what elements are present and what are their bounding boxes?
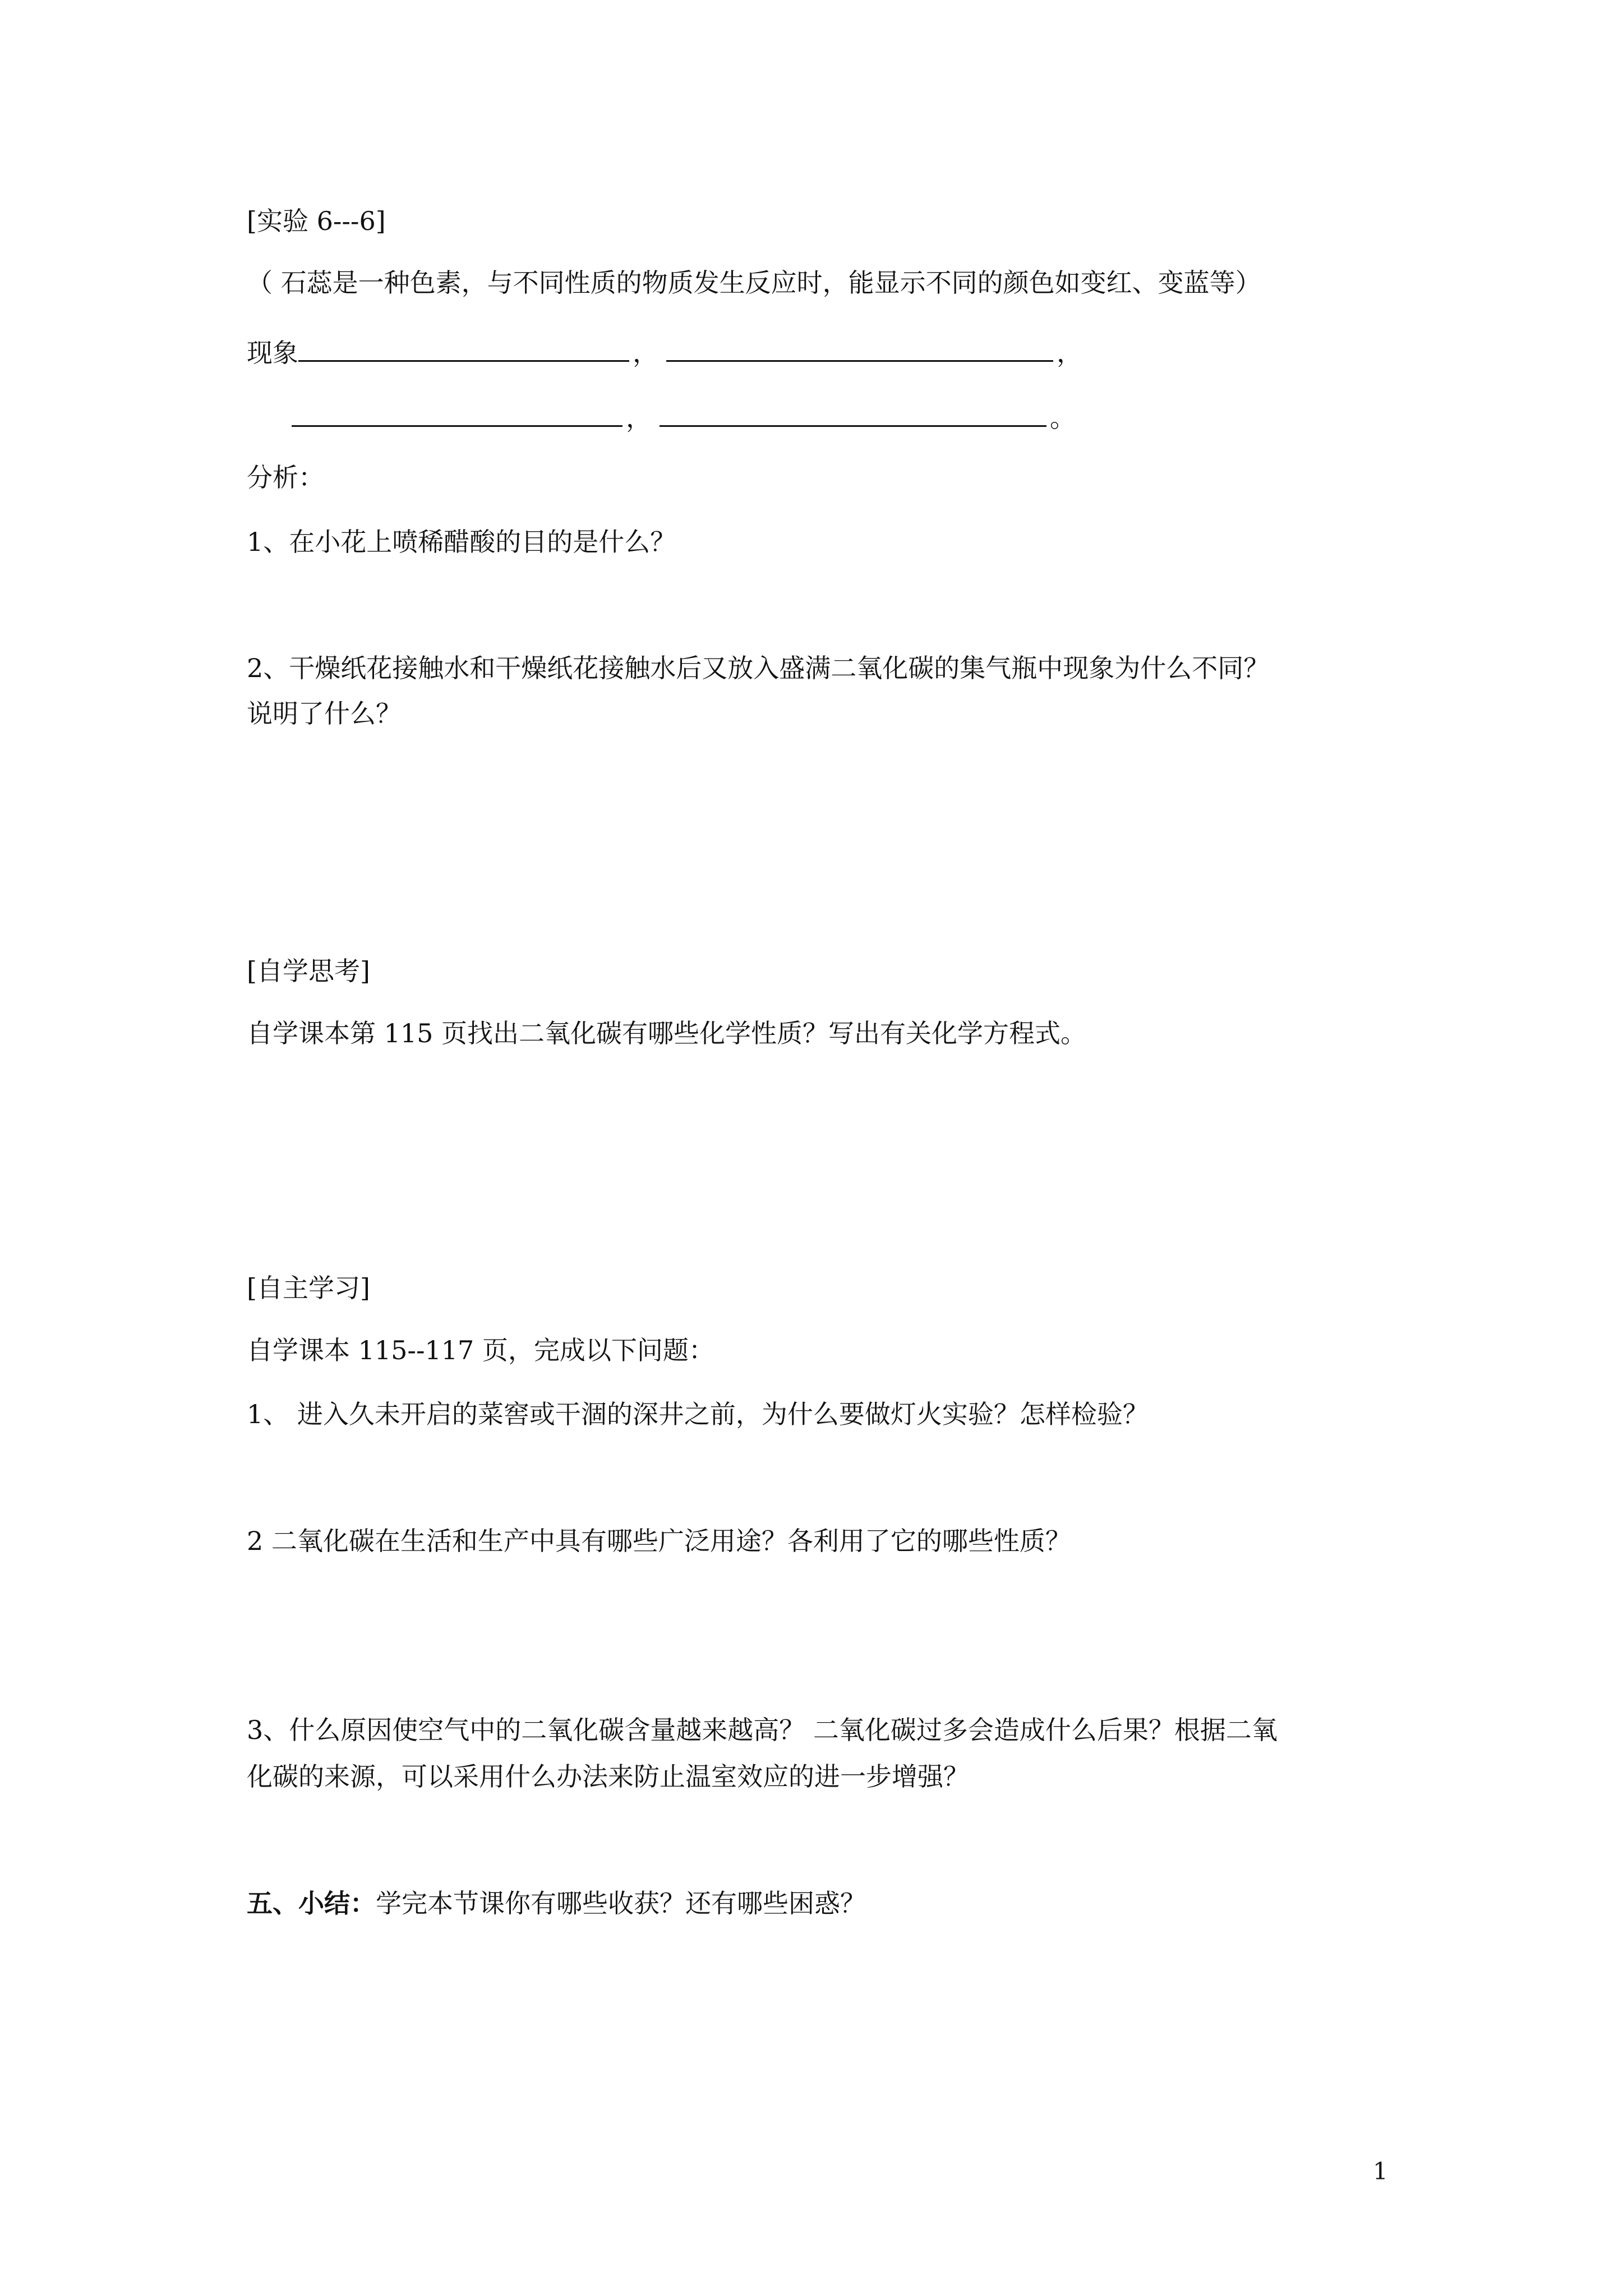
answer-blank-2[interactable] bbox=[666, 334, 1053, 362]
experiment-title: [实验 6---6] bbox=[247, 206, 386, 236]
answer-blank-4[interactable] bbox=[660, 399, 1046, 427]
experiment-question-2-line-1: 2、干燥纸花接触水和干燥纸花接触水后又放入盛满二氧化碳的集气瓶中现象为什么不同？ bbox=[247, 653, 1270, 683]
self-learning-question-1: 1、 进入久未开启的菜窖或干涸的深井之前，为什么要做灯火实验？怎样检验？ bbox=[247, 1399, 1149, 1429]
separator-comma: ， bbox=[633, 338, 658, 368]
page-number: 1 bbox=[1373, 2157, 1388, 2185]
line-end-period: 。 bbox=[1050, 403, 1076, 433]
answer-blank-1[interactable] bbox=[298, 334, 629, 362]
summary-line bbox=[247, 1887, 866, 1920]
self-learning-title: [自主学习] bbox=[247, 1273, 370, 1303]
self-learning-question-3-line-1: 3、什么原因使空气中的二氧化碳含量越来越高？ 二氧化碳过多会造成什么后果？根据二氧 bbox=[247, 1715, 1278, 1745]
separator-comma: ， bbox=[626, 403, 652, 433]
self-thinking-title: [自学思考] bbox=[247, 956, 370, 986]
summary-label: 五、小结： bbox=[247, 1888, 376, 1918]
line-end-comma: ， bbox=[1057, 338, 1082, 368]
phenomenon-line-2 bbox=[292, 399, 1083, 434]
analysis-label: 分析： bbox=[247, 462, 324, 493]
experiment-question-1: 1、在小花上喷稀醋酸的目的是什么？ bbox=[247, 527, 676, 557]
self-learning-intro: 自学课本 115--117 页，完成以下问题： bbox=[247, 1335, 714, 1365]
phenomenon-label: 现象 bbox=[247, 338, 298, 368]
self-learning-question-2: 2 二氧化碳在生活和生产中具有哪些广泛用途？各利用了它的哪些性质？ bbox=[247, 1526, 1071, 1556]
summary-text: 学完本节课你有哪些收获？还有哪些困惑？ bbox=[376, 1888, 866, 1918]
experiment-question-2-line-2: 说明了什么？ bbox=[247, 698, 402, 729]
answer-blank-3[interactable] bbox=[292, 399, 623, 427]
self-thinking-text: 自学课本第 115 页找出二氧化碳有哪些化学性质？写出有关化学方程式。 bbox=[247, 1018, 1087, 1048]
self-learning-question-3-line-2: 化碳的来源，可以采用什么办法来防止温室效应的进一步增强？ bbox=[247, 1761, 969, 1792]
experiment-note: （ 石蕊是一种色素，与不同性质的物质发生反应时，能显示不同的颜色如变红、变蓝等） bbox=[247, 268, 1261, 298]
phenomenon-line-1 bbox=[247, 334, 1090, 369]
